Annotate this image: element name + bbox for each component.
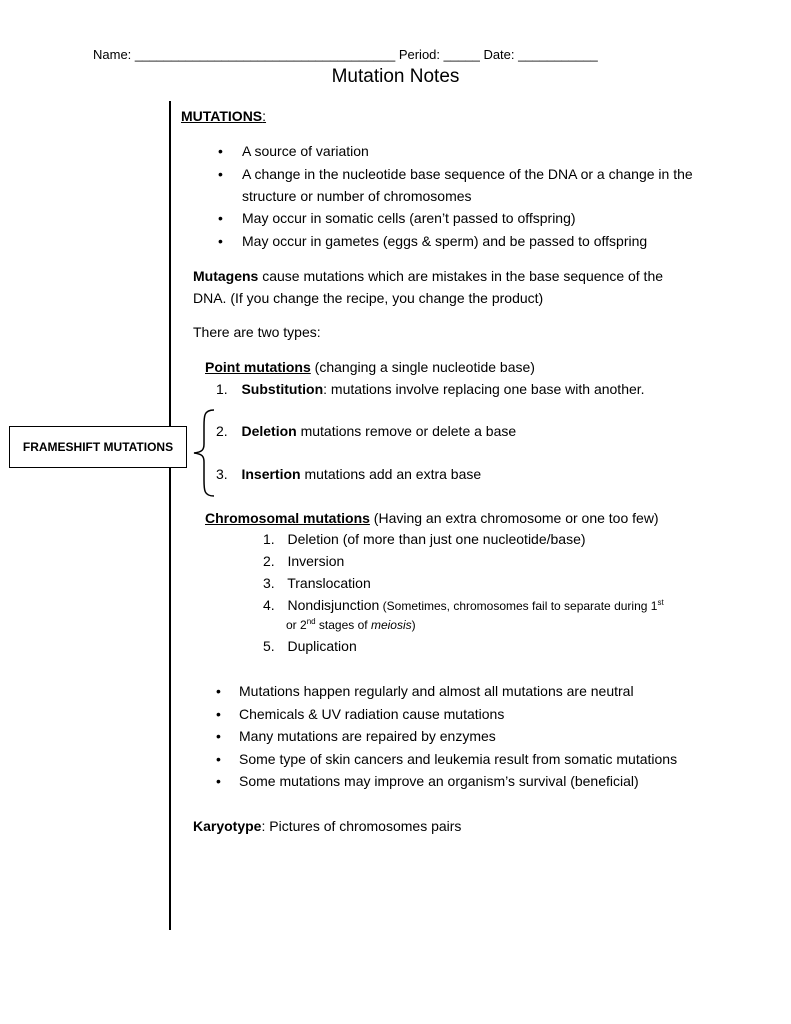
numbered-item [263,531,586,547]
frameshift-box: FRAMESHIFT MUTATIONS [9,426,187,468]
item-term: Deletion [241,423,297,439]
item-number: 5. [263,638,275,654]
list-item: A change in the nucleotide base sequence of the DNA or a change in the [242,166,693,182]
types-intro: There are two types: [193,324,321,340]
bullet-icon: • [218,210,223,226]
item-number: 1. [216,381,228,397]
bullet-icon: • [216,706,221,722]
numbered-item [263,638,357,654]
item-number: 2. [216,423,228,439]
period-blank: _____ [443,47,480,62]
date-blank: ___________ [518,47,598,62]
list-item: Many mutations are repaired by enzymes [239,728,496,744]
item-text: Inversion [287,553,345,569]
bullet-icon: • [218,166,223,182]
note-italic: meiosis [370,618,412,632]
name-label: Name: [93,47,132,62]
name-blank: ____________________________________ [134,47,396,62]
nondisjunction-note-line-2 [286,618,416,632]
note-text: stages of [315,618,371,632]
bullet-icon: • [216,751,221,767]
item-number: 4. [263,597,275,613]
bullet-icon: • [216,683,221,699]
item-number: 3. [216,466,228,482]
numbered-item [216,466,481,482]
mutagens-term: Mutagens [193,268,259,284]
point-mutations-heading-line [205,359,535,375]
numbered-item [216,423,516,439]
item-term: Substitution [241,381,324,397]
note-text: ) [411,618,416,632]
note-superscript: nd [306,617,316,626]
list-item: Some type of skin cancers and leukemia result from somatic mutations [239,751,678,767]
numbered-item [263,553,344,569]
nondisjunction-note [379,599,663,613]
mutagens-line-1 [193,268,663,284]
item-text: Duplication [287,638,357,654]
chromosomal-heading: Chromosomal mutations [205,510,370,526]
item-number: 3. [263,575,275,591]
mutations-heading: MUTATIONS [181,108,263,124]
list-item: A source of variation [242,143,369,159]
numbered-item [216,381,645,397]
item-text: : mutations involve replacing one base with another. [323,381,645,397]
note-text: or 2 [286,618,307,632]
mutations-heading-line [181,108,266,124]
margin-line [169,101,171,930]
item-text: Nondisjunction [287,597,380,613]
list-item: Some mutations may improve an organism’s survival (beneficial) [239,773,639,789]
note-superscript: st [657,598,664,607]
mutagens-text: cause mutations which are mistakes in the base sequence of the [258,268,664,284]
list-item: May occur in gametes (eggs & sperm) and be passed to offspring [242,233,648,249]
karyotype-term: Karyotype [193,818,262,834]
numbered-item [263,597,664,613]
frameshift-brace [186,408,216,498]
item-number: 1. [263,531,275,547]
item-number: 2. [263,553,275,569]
list-item-continued: structure or number of chromosomes [242,188,472,204]
karyotype-line [193,818,461,834]
note-text: (Sometimes, chromosomes fail to separate during 1 [379,599,658,613]
list-item: Mutations happen regularly and almost all mutations are neutral [239,683,634,699]
period-label: Period: [398,47,441,62]
page-title: Mutation Notes [331,66,460,87]
point-mutations-desc: (changing a single nucleotide base) [310,359,535,375]
date-label: Date: [483,47,515,62]
bullet-icon: • [218,233,223,249]
bullet-icon: • [218,143,223,159]
item-text: mutations remove or delete a base [296,423,517,439]
item-term: Insertion [241,466,301,482]
chromosomal-desc: (Having an extra chromosome or one too few) [369,510,659,526]
item-text: mutations add an extra base [300,466,482,482]
item-text: Translocation [287,575,371,591]
item-text: Deletion (of more than just one nucleotide/base) [287,531,586,547]
bullet-icon: • [216,728,221,744]
list-item: Chemicals & UV radiation cause mutations [239,706,505,722]
bullet-icon: • [216,773,221,789]
numbered-item [263,575,371,591]
karyotype-text: : Pictures of chromosomes pairs [261,818,462,834]
point-mutations-heading: Point mutations [205,359,311,375]
mutagens-line-2: DNA. (If you change the recipe, you change the product) [193,290,544,306]
chromosomal-heading-line [205,510,659,526]
header-line [93,47,598,62]
mutations-heading-colon: : [262,108,267,124]
list-item: May occur in somatic cells (aren’t passed to offspring) [242,210,576,226]
